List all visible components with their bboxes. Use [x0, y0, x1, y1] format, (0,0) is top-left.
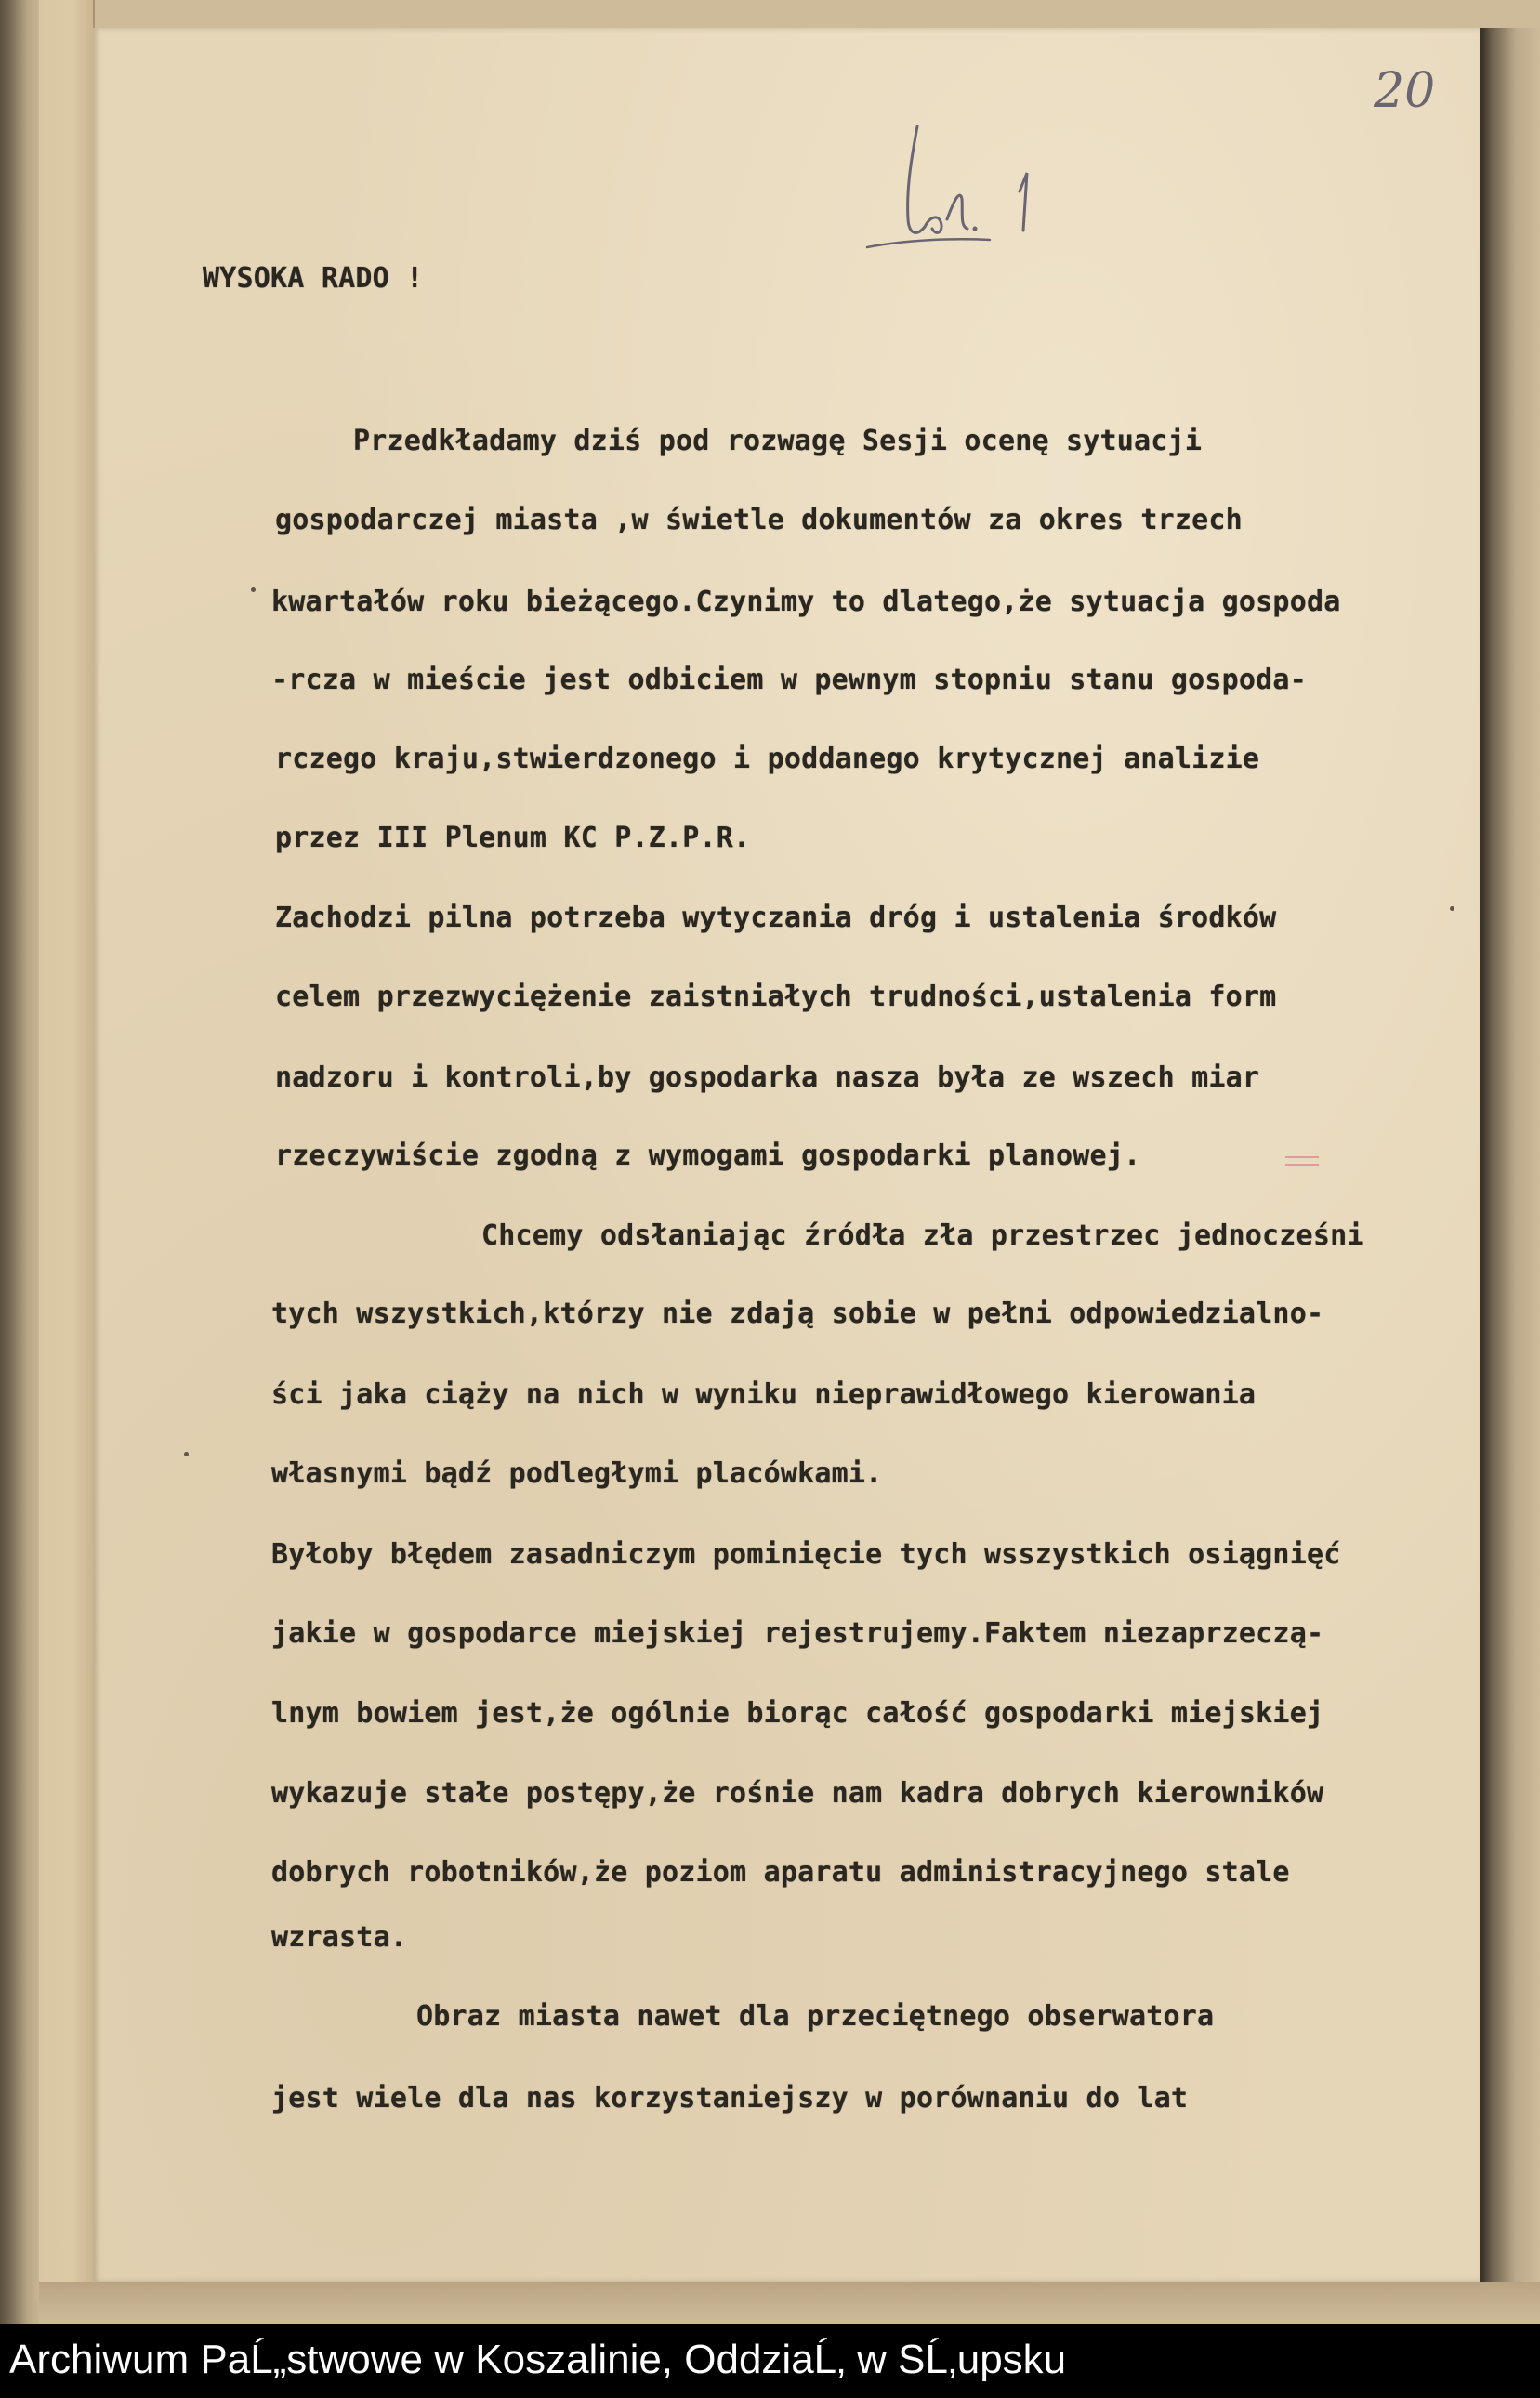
pencil-dot	[1450, 906, 1454, 911]
text-line: kwartałów roku bieżącego.Czynimy to dlatego,że sytuacja gospoda	[271, 586, 1341, 618]
text-line: wykazuje stałe postępy,że rośnie nam kadra dobrych kierowników	[271, 1777, 1324, 1810]
pencil-dot	[251, 587, 256, 592]
text-line: rzeczywiście zgodną z wymogami gospodarki planowej.	[275, 1140, 1141, 1172]
red-margin-mark	[1285, 1155, 1319, 1166]
page-bottom-shadow	[39, 2282, 1540, 2324]
text-line: jest wiele dla nas korzystaniejszy w porównaniu do lat	[271, 2082, 1189, 2115]
text-line: rczego kraju,stwierdzonego i poddanego krytycznej analizie	[275, 743, 1260, 775]
text-line: jakie w gospodarce miejskiej rejestrujemy.Faktem niezaprzeczą-	[271, 1617, 1324, 1650]
folio-number: 20	[1374, 63, 1436, 119]
text-line: Zachodzi pilna potrzeba wytyczania dróg i ustalenia środków	[275, 902, 1277, 934]
text-line: własnymi bądź podległymi placówkami.	[271, 1457, 883, 1490]
archive-label: Archiwum PaĹ„stwowe w Koszalinie, OddziaĹ‚ w SĹ‚upsku	[9, 2337, 1067, 2382]
text-line: Byłoby błędem zasadniczym pominięcie tych wsszystkich osiągnięć	[271, 1538, 1341, 1571]
text-line: ści jaka ciąży na nich w wyniku nieprawidłowego kierowania	[271, 1378, 1257, 1411]
text-line: tych wszystkich,którzy nie zdają sobie w pełni odpowiedzialno-	[271, 1298, 1324, 1330]
text-line: wzrasta.	[271, 1921, 408, 1954]
text-line: Chcemy odsłaniając źródła zła przestrzec jednocześni	[481, 1219, 1364, 1252]
text-line: celem przezwyciężenie zaistniałych trudności,ustalenia form	[275, 981, 1277, 1013]
pencil-dot	[184, 1452, 189, 1456]
handwritten-annotation-mark	[850, 110, 1073, 258]
folder-strip	[39, 0, 95, 2324]
page-right-edge	[1480, 28, 1540, 2282]
text-line: dobrych robotników,że poziom aparatu administracyjnego stale	[271, 1856, 1290, 1889]
salutation: WYSOKA RADO !	[203, 262, 424, 295]
binding-edge	[0, 0, 39, 2324]
text-line: -rcza w mieście jest odbiciem w pewnym stopniu stanu gospoda-	[271, 664, 1307, 696]
text-line: przez III Plenum KC P.Z.P.R.	[275, 822, 751, 854]
text-line: Obraz miasta nawet dla przeciętnego obserwatora	[416, 2000, 1215, 2033]
text-line: Przedkładamy dziś pod rozwagę Sesji ocenę sytuacji	[353, 425, 1203, 457]
text-line: nadzoru i kontroli,by gospodarka nasza była ze wszech miar	[275, 1061, 1260, 1094]
text-line: lnym bowiem jest,że ogólnie biorąc całość gospodarki miejskiej	[271, 1697, 1324, 1730]
archive-footer	[0, 2324, 1540, 2398]
text-line: gospodarczej miasta ,w świetle dokumentów za okres trzech	[275, 504, 1243, 536]
